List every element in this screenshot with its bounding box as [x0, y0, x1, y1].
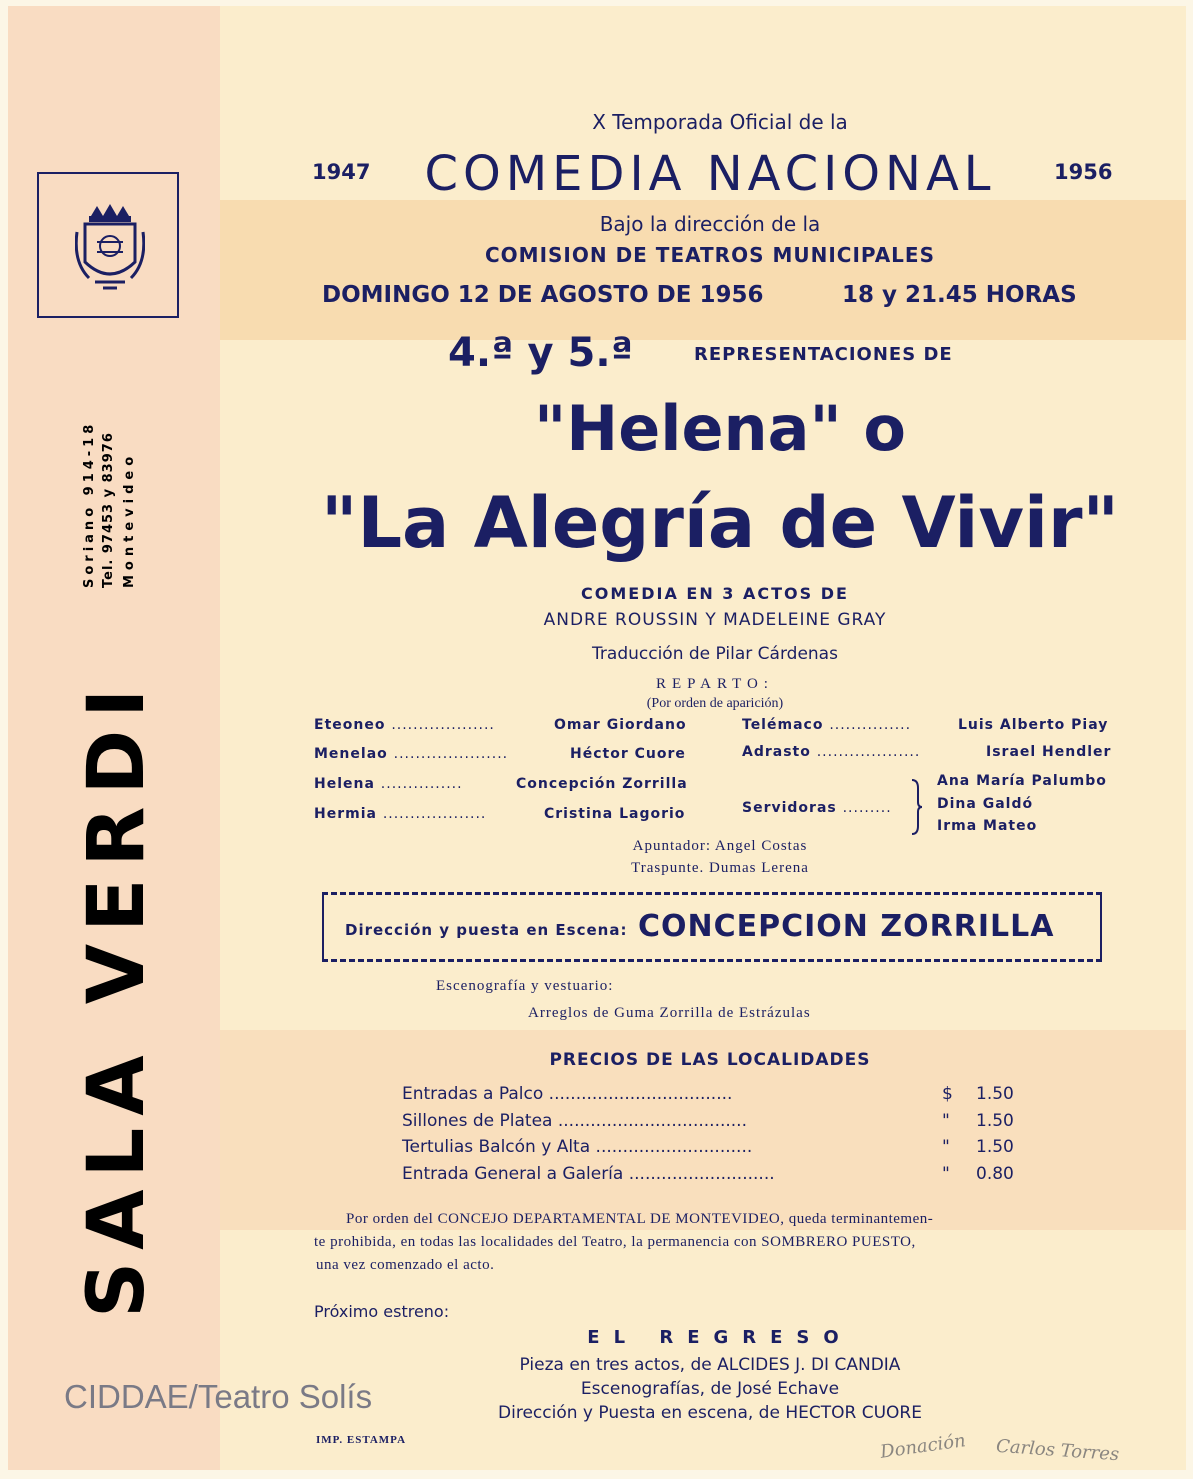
price-dots: ...................................: [557, 1111, 747, 1131]
next-title: EL REGRESO: [587, 1327, 853, 1348]
notice-line: te prohibida, en todas las localidades del Teatro, la permanencia con SOMBRERO PUESTO,: [314, 1234, 916, 1250]
cast-dots: .........: [842, 800, 892, 816]
price-label: Entradas a Palco: [402, 1084, 544, 1104]
price-symbol: ": [942, 1111, 950, 1131]
donor-signature: Carlos Torres: [995, 1435, 1120, 1466]
next-details: Pieza en tres actos, de ALCIDES J. DI CANDIA: [519, 1355, 901, 1375]
design-label: Escenografía y vestuario:: [436, 978, 614, 994]
performance-times: 18 y 21.45 HORAS: [842, 282, 1077, 308]
venue-name: SALA VERDI: [72, 676, 162, 1318]
price-symbol: ": [942, 1164, 950, 1184]
price-label: Entrada General a Galería: [402, 1164, 624, 1184]
performance-numbers: 4.ª y 5.ª: [448, 330, 634, 376]
price-dots: .............................: [595, 1137, 753, 1157]
direction-box: [322, 892, 1102, 962]
stagehand-credit: Traspunte. Dumas Lerena: [631, 860, 809, 876]
cast-role: Servidoras: [742, 800, 837, 816]
price-dots: ..................................: [548, 1084, 733, 1104]
season-line: X Temporada Oficial de la: [592, 110, 848, 134]
play-authors: ANDRE ROUSSIN Y MADELEINE GRAY: [543, 610, 887, 630]
price-row: [402, 1084, 1042, 1104]
price-symbol: $: [942, 1084, 953, 1104]
year-end: 1956: [1054, 160, 1113, 184]
price-label: Tertulias Balcón y Alta: [402, 1137, 591, 1157]
donation-note: Donación: [878, 1430, 967, 1463]
price-row: [402, 1164, 1042, 1184]
address-city: Montevideo: [122, 451, 137, 588]
cast-row: [314, 806, 486, 822]
performances-label: REPRESENTACIONES DE: [694, 344, 953, 365]
cast-dots: ...................: [382, 806, 487, 822]
price-symbol: ": [942, 1137, 950, 1157]
logo-frame: [37, 172, 179, 318]
cast-actor: Héctor Cuore: [570, 746, 686, 762]
cast-actor: Omar Giordano: [554, 717, 687, 733]
next-details: Escenografías, de José Echave: [580, 1379, 840, 1399]
cast-actor: Irma Mateo: [937, 818, 1038, 834]
brace-icon: [906, 778, 924, 836]
price-value: 0.80: [976, 1164, 1014, 1184]
play-translation: Traducción de Pilar Cárdenas: [592, 644, 838, 664]
cast-role: Hermia: [314, 806, 377, 822]
cast-dots: ...............: [380, 776, 463, 792]
price-value: 1.50: [976, 1111, 1014, 1131]
cast-row: [742, 717, 911, 733]
play-genre: COMEDIA EN 3 ACTOS DE: [581, 584, 849, 603]
next-label: Próximo estreno:: [314, 1302, 450, 1321]
direction-label: Dirección y puesta en Escena:: [345, 921, 628, 939]
price-value: 1.50: [976, 1084, 1014, 1104]
cast-row: [314, 717, 495, 733]
cast-role: Menelao: [314, 746, 388, 762]
montevideo-crest-icon: [75, 202, 145, 292]
cast-dots: .....................: [393, 746, 509, 762]
play-title-line2: "La Alegría de Vivir": [320, 482, 1120, 564]
price-row: [402, 1137, 1042, 1157]
cast-dots: ...............: [829, 717, 912, 733]
director-name: CONCEPCION ZORRILLA: [638, 909, 1055, 944]
company-title: COMEDIA NACIONAL: [424, 146, 996, 202]
cast-role: Telémaco: [742, 717, 824, 733]
cast-row: [742, 800, 892, 816]
price-dots: ...........................: [628, 1164, 775, 1184]
design-credit: Arreglos de Guma Zorrilla de Estrázulas: [528, 1005, 811, 1021]
play-title-line1: "Helena" o: [534, 392, 906, 465]
cast-role: Adrasto: [742, 744, 811, 760]
cast-actor: Dina Galdó: [937, 796, 1034, 812]
cast-actor: Concepción Zorrilla: [516, 776, 688, 792]
cast-actor: Cristina Lagorio: [544, 806, 686, 822]
performance-date: DOMINGO 12 DE AGOSTO DE 1956: [322, 282, 764, 308]
prices-heading: PRECIOS DE LAS LOCALIDADES: [549, 1050, 871, 1070]
commission-name: COMISION DE TEATROS MUNICIPALES: [485, 243, 935, 267]
cast-row: [314, 776, 463, 792]
address-phone: Tel. 97453 y 83976: [101, 432, 116, 588]
notice-line: Por orden del CONCEJO DEPARTAMENTAL DE MONTEVIDEO, queda terminantemen-: [346, 1211, 934, 1227]
cast-dots: ...................: [816, 744, 921, 760]
cast-actor: Luis Alberto Piay: [958, 717, 1109, 733]
prompter-credit: Apuntador: Angel Costas: [632, 838, 808, 854]
cast-row: [314, 746, 508, 762]
year-start: 1947: [312, 160, 371, 184]
price-label: Sillones de Platea: [402, 1111, 553, 1131]
under-direction-line: Bajo la dirección de la: [599, 212, 821, 236]
price-row: [402, 1111, 1042, 1131]
price-value: 1.50: [976, 1137, 1014, 1157]
address-street: Soriano 914-18: [82, 420, 97, 588]
cast-role: Helena: [314, 776, 375, 792]
notice-line: una vez comenzado el acto.: [316, 1257, 495, 1273]
cast-row: [742, 744, 920, 760]
printer-credit: IMP. ESTAMPA: [316, 1434, 407, 1446]
cast-role: Eteoneo: [314, 717, 386, 733]
cast-actor: Ana María Palumbo: [937, 773, 1107, 789]
cast-dots: ...................: [391, 717, 495, 733]
cast-heading: REPARTO:: [656, 676, 774, 692]
cast-subheading: (Por orden de aparición): [646, 696, 784, 711]
next-details: Dirección y Puesta en escena, de HECTOR CUORE: [498, 1403, 922, 1423]
cast-actor: Israel Hendler: [986, 744, 1112, 760]
archive-watermark: CIDDAE/Teatro Solís: [64, 1378, 373, 1415]
